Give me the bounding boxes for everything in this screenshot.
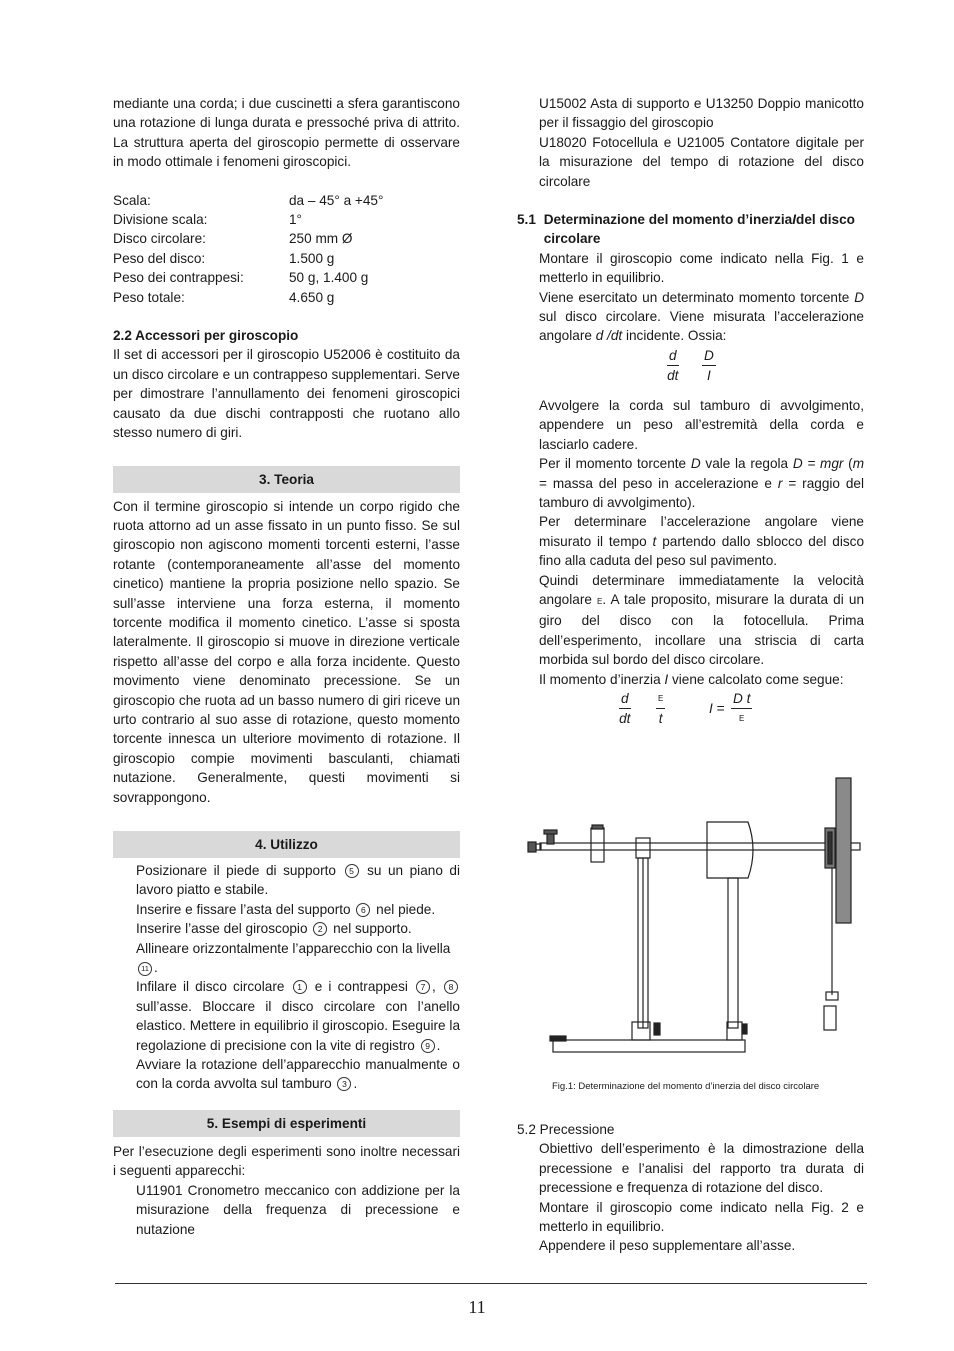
adjusting-screw [528,842,536,852]
paragraph: Montare il giroscopio come indicato nella Fig. 1 e metterlo in equilibrio. [539,250,864,286]
circular-disc [836,778,851,923]
formula-1: d dt D I [667,347,714,384]
paragraph: Per il momento torcente D vale la regola D = mgr (m = massa del peso in accelerazione e r = raggio del tamburo di avvolgimento). [539,456,865,510]
esempi-item: U11901 Cronometro meccanico con addizione per la misurazione della frequenza di precessione e nutazione [136,1182,460,1237]
paragraph: Viene esercitato un determinato momento torcente D sul disco circolare. Viene misurata l’accelerazione angolare d /dt incidente. Ossia: [539,289,865,344]
paragraph: Montare il giroscopio come indicato nella Fig. 2 e metterlo in equilibrio. [539,1199,864,1235]
section-header-teoria: 3. Teoria [113,466,460,493]
paragraph: Obiettivo dell’esperimento è la dimostrazione della precessione e l’analisi del rapporto tra durata di precessione e frequenza di rotazione del disco. [539,1141,864,1196]
section-5-1-heading: 5.1 Determinazione del momento d’inerziaIdel disco circolare [517,212,855,247]
ref-number: 2 [313,922,327,936]
utilizzo-step: Infilare il disco circolare 1 e i contrappesi 7 , 8 sull’asse. Bloccare il disco circolare con l’anello elastico. Mettere in equilibrio il giroscopio. Eseguire la regolazione di precisione con la vite di registro 9 . [136,979,460,1053]
paragraph: Per determinare l’accelerazione angolare viene misurato il tempo t partendo dallo sblocco del disco fino alla caduta del peso sul pavimento. [539,514,865,569]
spec-row: Peso dei contrappesi: 50 g, 1.400 g [113,270,369,286]
spec-row: Scala: da – 45° a +45° [113,192,384,208]
ref-number: 3 [337,1077,351,1091]
small-counterweight [591,828,604,862]
section-header-utilizzo: 4. Utilizzo [113,831,460,858]
ref-number: 11 [138,962,152,976]
spec-row: Peso totale: 4.650 g [113,289,335,305]
rod-clamp [632,1022,650,1040]
paragraph: Quindi determinare immediatamente la velocità angolare E. A tale proposito, misurare la durata di un giro del disco con la fotocellula. Prima dell’esperimento, incollare una striscia di carta morbida sul bordo del disco circolare. [539,572,864,668]
spec-row: Divisione scala: 1° [113,212,302,228]
utilizzo-step: Inserire e fissare l’asta del supporto 6 nel piede. [136,901,436,917]
ref-number: 1 [293,980,307,994]
ref-number: 7 [416,980,430,994]
utilizzo-step: Inserire l’asse del giroscopio 2 nel supporto. [136,921,412,937]
section-5-2-heading: 5.2 Precessione [517,1122,615,1137]
spec-row: Disco circolare: 250 mm Ø [113,231,353,247]
left-column [113,94,460,1239]
utilizzo-step: Allineare orizzontalmente l’apparecchio con la livella 11 . [136,940,451,976]
accessories-heading: 2.2 Accessori per giroscopio [113,328,299,344]
spec-row: Peso del disco: 1.500 g [113,250,335,266]
paragraph: Appendere il peso supplementare all’asse. [539,1238,796,1254]
figure-1-gyroscope [520,770,865,1070]
esempi-item: U18020 Fotocellula e U21005 Contatore digitale per la misurazione del tempo di rotazione del disco circolare [539,134,864,189]
utilizzo-step: Avviare la rotazione dell’apparecchio manualmente o con la corda avvolta sul tamburo 3 . [136,1057,460,1092]
utilizzo-steps [113,861,460,1094]
page-number: 11 [468,1297,486,1317]
paragraph: Il momento d’inerzia I viene calcolato come segue: [539,671,844,687]
section-5-1-body [517,249,864,733]
spec-table [113,191,460,307]
intro-paragraph: mediante una corda; i due cuscinetti a sfera garantiscono una rotazione di lunga durata e pressoché priva di attrito. La struttura aperta del giroscopio permette di osservare in modo ottimale i fenomeni giroscopici. [113,96,460,170]
paragraph: Avvolgere la corda sul tamburo di avvolgimento, appendere un peso all’estremità della corda e lasciarlo cadere. [539,397,864,452]
figure-1-caption: Fig.1: Determinazione del momento d’inerzia del disco circolare [552,1081,820,1092]
section-5-2 [517,1120,864,1256]
support-block [636,838,650,858]
weight [824,1006,836,1030]
ref-number: 9 [421,1039,435,1053]
section-header-esempi: 5. Esempi di esperimenti [113,1110,460,1137]
formula-2: d dt E t I = D t E [619,690,751,727]
gyroscope-axis [540,843,860,850]
utilizzo-step: Posizionare il piede di supporto 5 su un piano di lavoro piatto e stabile. [136,863,460,898]
ref-number: 8 [444,980,458,994]
esempi-intro: Per l’esecuzione degli esperimenti sono inoltre necessari i seguenti apparecchi: [113,1143,460,1179]
teoria-paragraph: Con il termine giroscopio si intende un corpo rigido che ruota attorno ad un asse fissato in un punto fisso. Se sul giroscopio non agiscono momenti torcenti esterni, l’asse rotante (contemporaneamente all’asse del momento cinetico) mantiene la propria posizione nello spazio. Se sull’asse interviene una forza esterna, il momento torcente modifica il momento cinetico. L’asse si sposta lateralmente. Il giroscopio si muove in direzione verticale rispetto all’asse del corpo e alla forza incidente. Questo movimento viene denominato precessione. Se un giroscopio che ruota ad un basso numero di giri riceve un urto contrario al suo asse di rotazione, questo momento torcente innesca un ulteriore movimento di rotazione. Il giroscopio compie movimenti basculanti, chiamati nutazione. Generalmente, questi movimenti si sovrappongono. [113,498,460,805]
base-foot [553,1040,745,1052]
footer-rule [115,1283,867,1284]
support-rod-2 [728,878,738,1028]
accessories-paragraph: Il set di accessori per il giroscopio U52006 è costituito da un disco circolare e un contrappeso supplementari. Serve per dimostrare l’annullamento dei fenomeni giroscopici causato da due dischi contrapposti che ruotano allo stesso numero di giri. [113,347,460,441]
esempi-item: U15002 Asta di supporto e U13250 Doppio manicotto per il fissaggio del giroscopio [539,96,864,131]
ref-number: 5 [345,864,359,878]
ref-number: 6 [356,903,370,917]
right-column [517,94,864,733]
